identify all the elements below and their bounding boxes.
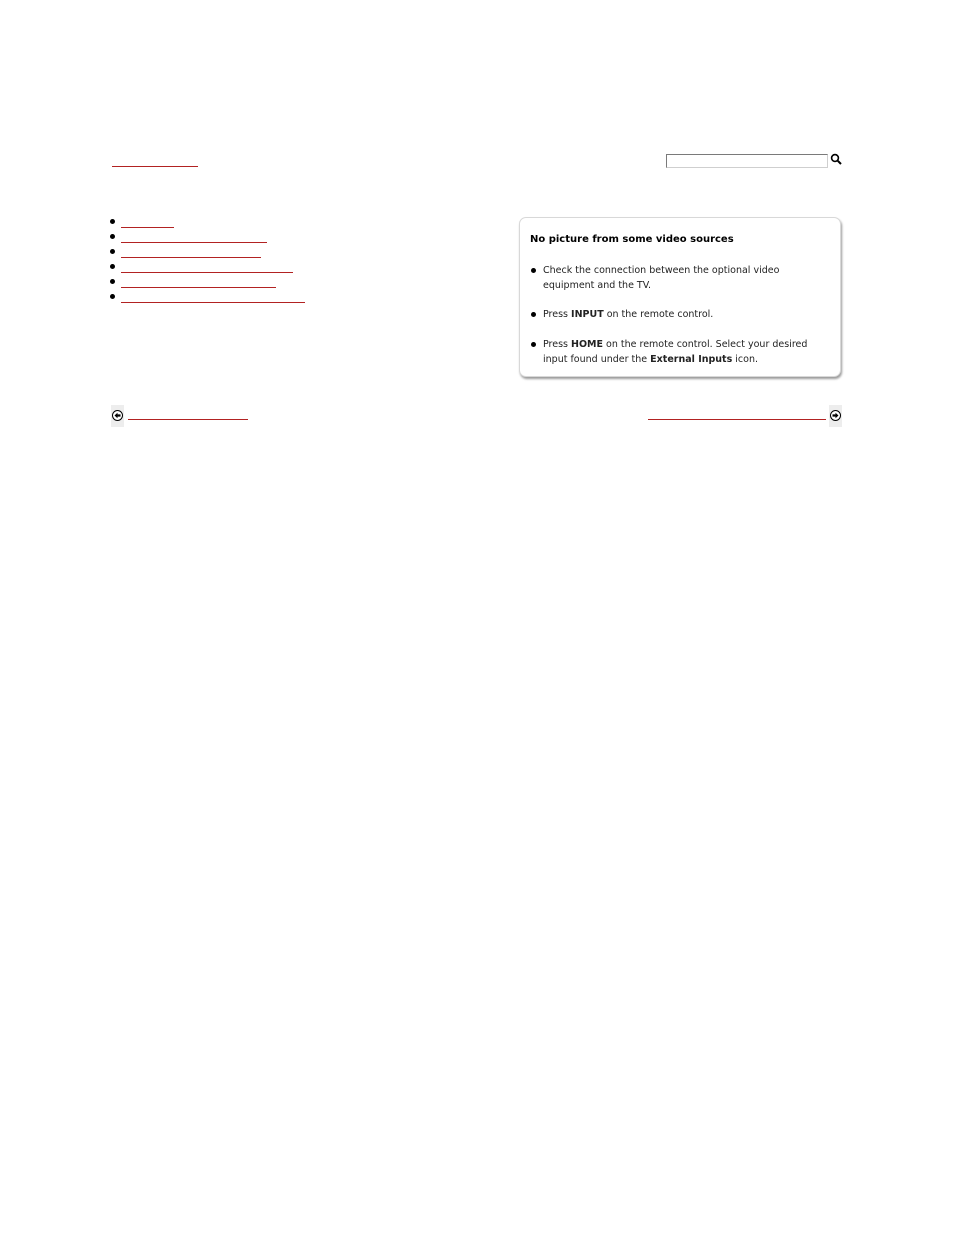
next-page-nav	[646, 405, 842, 427]
topic-link-4[interactable]	[121, 261, 293, 273]
panel-item-text: Press INPUT on the remote control.	[543, 309, 714, 320]
topic-link-2[interactable]	[121, 231, 267, 243]
top-link[interactable]	[112, 152, 198, 167]
search-button[interactable]	[830, 153, 843, 166]
troubleshooting-panel	[519, 217, 841, 377]
previous-button[interactable]	[111, 405, 124, 427]
topic-link-5[interactable]	[121, 276, 276, 288]
bullet-icon	[531, 342, 536, 347]
panel-item	[530, 337, 830, 367]
search-icon	[830, 153, 843, 166]
search-input[interactable]	[666, 154, 828, 168]
home-key-label: HOME	[571, 339, 604, 350]
bullet-icon	[110, 294, 115, 299]
bullet-icon	[110, 264, 115, 269]
bullet-icon	[531, 312, 536, 317]
bullet-icon	[110, 279, 115, 284]
topic-link-6[interactable]	[121, 291, 305, 303]
arrow-left-icon	[112, 410, 123, 421]
bullet-icon	[531, 268, 536, 273]
input-key-label: INPUT	[571, 309, 604, 320]
panel-item	[530, 263, 830, 293]
panel-item	[530, 307, 830, 322]
topic-link-1[interactable]	[121, 216, 174, 228]
next-page-link[interactable]	[648, 414, 826, 420]
previous-page-link[interactable]	[128, 414, 248, 420]
panel-item-text: Press HOME on the remote control. Select your desired input found under the External Inputs icon.	[543, 339, 808, 365]
previous-page-nav	[111, 405, 251, 427]
bullet-icon	[110, 249, 115, 254]
bullet-icon	[110, 234, 115, 239]
arrow-right-icon	[830, 410, 841, 421]
bullet-icon	[110, 219, 115, 224]
panel-title: No picture from some video sources	[530, 234, 734, 245]
external-inputs-label: External Inputs	[650, 354, 733, 365]
next-button[interactable]	[829, 405, 842, 427]
topic-link-3[interactable]	[121, 246, 261, 258]
panel-item-text: Check the connection between the optional video equipment and the TV.	[543, 265, 780, 291]
